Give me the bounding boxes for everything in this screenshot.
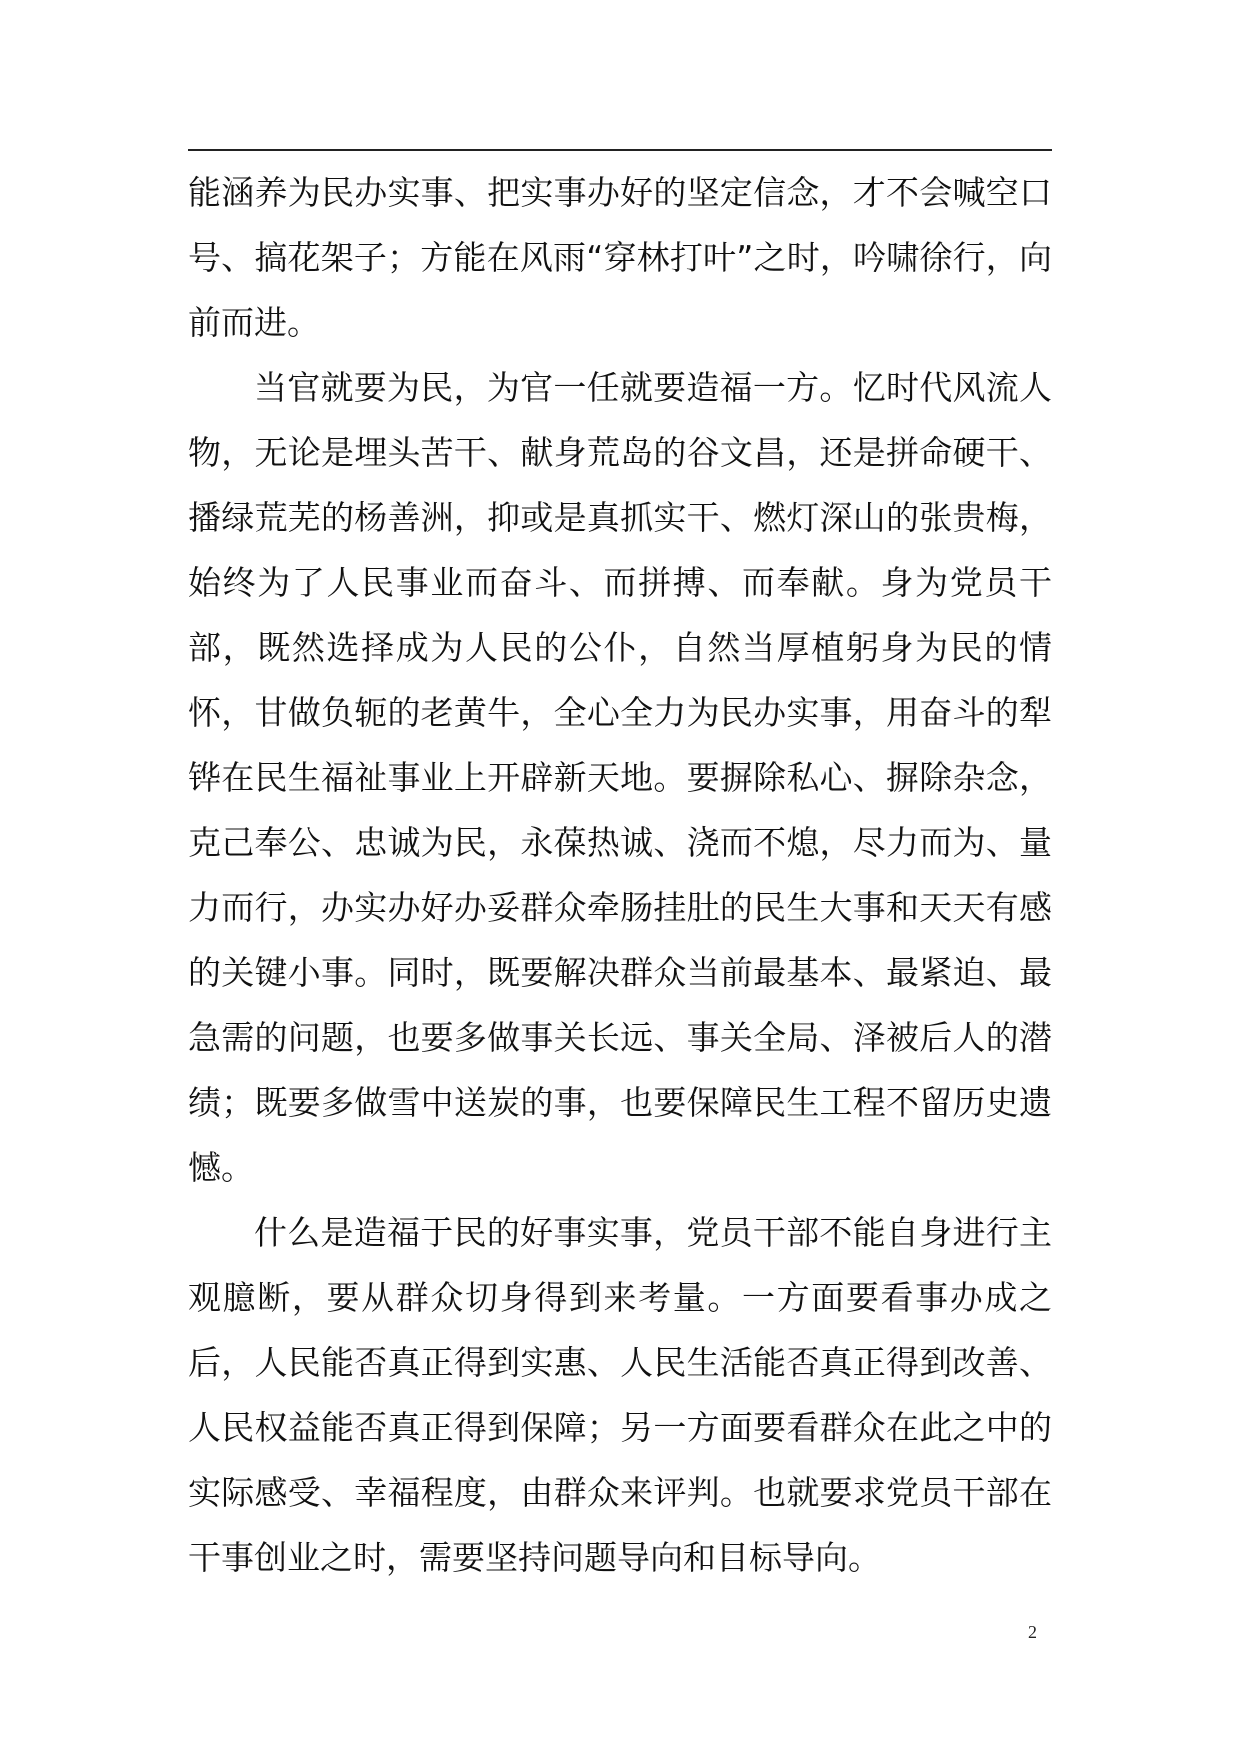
paragraph-1: 能涵养为民办实事、把实事办好的坚定信念，才不会喊空口号、搞花架子；方能在风雨“穿林打叶”之时，吟啸徐行，向前而进。 (188, 173, 1052, 342)
paragraph-2: 当官就要为民，为官一任就要造福一方。忆时代风流人物，无论是埋头苦干、献身荒岛的谷文昌，还是拼命硬干、播绿荒芜的杨善洲，抑或是真抓实干、燃灯深山的张贵梅，始终为了人民事业而奋斗、而拼搏、而奉献。身为党员干部，既然选择成为人民的公仆，自然当厚植躬身为民的情怀，甘做负轭的老黄牛，全心全力为民办实事，用奋斗的犁铧在民生福祉事业上开辟新天地。要摒除私心、摒除杂念，克己奉公、忠诚为民，永葆热诚、浇而不熄，尽力而为、量力而行，办实办好办妥群众牵肠挂肚的民生大事和天天有感的关键小事。同时，既要解决群众当前最基本、最紧迫、最急需的问题，也要多做事关长远、事关全局、泽被后人的潜绩；既要多做雪中送炭的事，也要保障民生工程不留历史遗憾。 (188, 368, 1052, 1187)
header-rule (188, 149, 1052, 151)
body-text (188, 160, 1052, 1590)
page-number: 2 (1028, 1622, 1037, 1642)
paragraph-3: 什么是造福于民的好事实事，党员干部不能自身进行主观臆断，要从群众切身得到来考量。一方面要看事办成之后，人民能否真正得到实惠、人民生活能否真正得到改善、人民权益能否真正得到保障；另一方面要看群众在此之中的实际感受、幸福程度，由群众来评判。也就要求党员干部在干事创业之时，需要坚持问题导向和目标导向。 (188, 1213, 1052, 1577)
